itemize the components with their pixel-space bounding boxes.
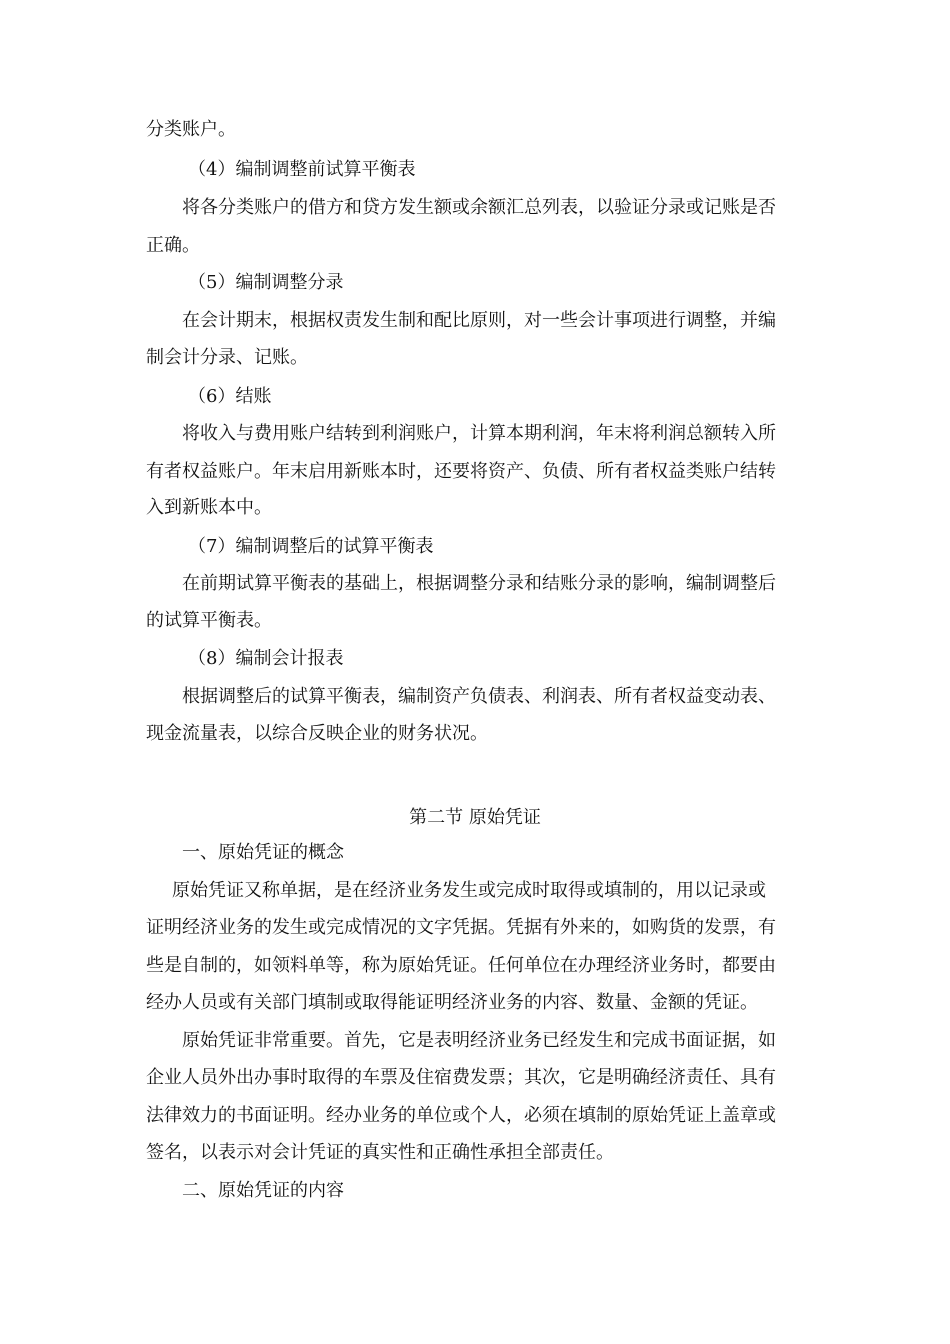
text-line: 制会计分录、记账。: [146, 347, 308, 368]
subheading: 二、原始凭证的内容: [182, 1180, 344, 1201]
text-line: 法律效力的书面证明。经办业务的单位或个人，必须在填制的原始凭证上盖章或: [146, 1105, 776, 1126]
text-line: 有者权益账户。年末启用新账本时，还要将资产、负债、所有者权益类账户结转: [146, 461, 776, 482]
text-line: 现金流量表，以综合反映企业的财务状况。: [146, 723, 488, 744]
text-line: 入到新账本中。: [146, 497, 272, 518]
subheading: （4）编制调整前试算平衡表: [188, 159, 416, 180]
section-title: 第二节 原始凭证: [409, 807, 541, 828]
subheading: 一、原始凭证的概念: [182, 842, 344, 863]
text-line: 将收入与费用账户结转到利润账户，计算本期利润，年末将利润总额转入所: [182, 423, 776, 444]
text-line: 原始凭证又称单据，是在经济业务发生或完成时取得或填制的，用以记录或: [172, 880, 766, 901]
text-line: 正确。: [146, 235, 200, 256]
text-line: 原始凭证非常重要。首先，它是表明经济业务已经发生和完成书面证据，如: [182, 1030, 776, 1051]
subheading: （5）编制调整分录: [188, 272, 344, 293]
text-line: 在会计期末，根据权责发生制和配比原则，对一些会计事项进行调整，并编: [182, 310, 776, 331]
text-line: 经办人员或有关部门填制或取得能证明经济业务的内容、数量、金额的凭证。: [146, 992, 758, 1013]
text-line: 证明经济业务的发生或完成情况的文字凭据。凭据有外来的，如购货的发票，有: [146, 917, 776, 938]
subheading: （7）编制调整后的试算平衡表: [188, 536, 434, 557]
text-line: 根据调整后的试算平衡表，编制资产负债表、利润表、所有者权益变动表、: [182, 686, 776, 707]
text-line: 的试算平衡表。: [146, 610, 272, 631]
text-line: 在前期试算平衡表的基础上，根据调整分录和结账分录的影响，编制调整后: [182, 573, 776, 594]
text-line: 签名，以表示对会计凭证的真实性和正确性承担全部责任。: [146, 1142, 614, 1163]
subheading: （8）编制会计报表: [188, 648, 344, 669]
text-line: 分类账户。: [146, 119, 236, 140]
text-line: 些是自制的，如领料单等，称为原始凭证。任何单位在办理经济业务时，都要由: [146, 955, 776, 976]
text-line: 将各分类账户的借方和贷方发生额或余额汇总列表，以验证分录或记账是否: [182, 197, 776, 218]
text-line: 企业人员外出办事时取得的车票及住宿费发票；其次，它是明确经济责任、具有: [146, 1067, 776, 1088]
subheading: （6）结账: [188, 386, 272, 407]
